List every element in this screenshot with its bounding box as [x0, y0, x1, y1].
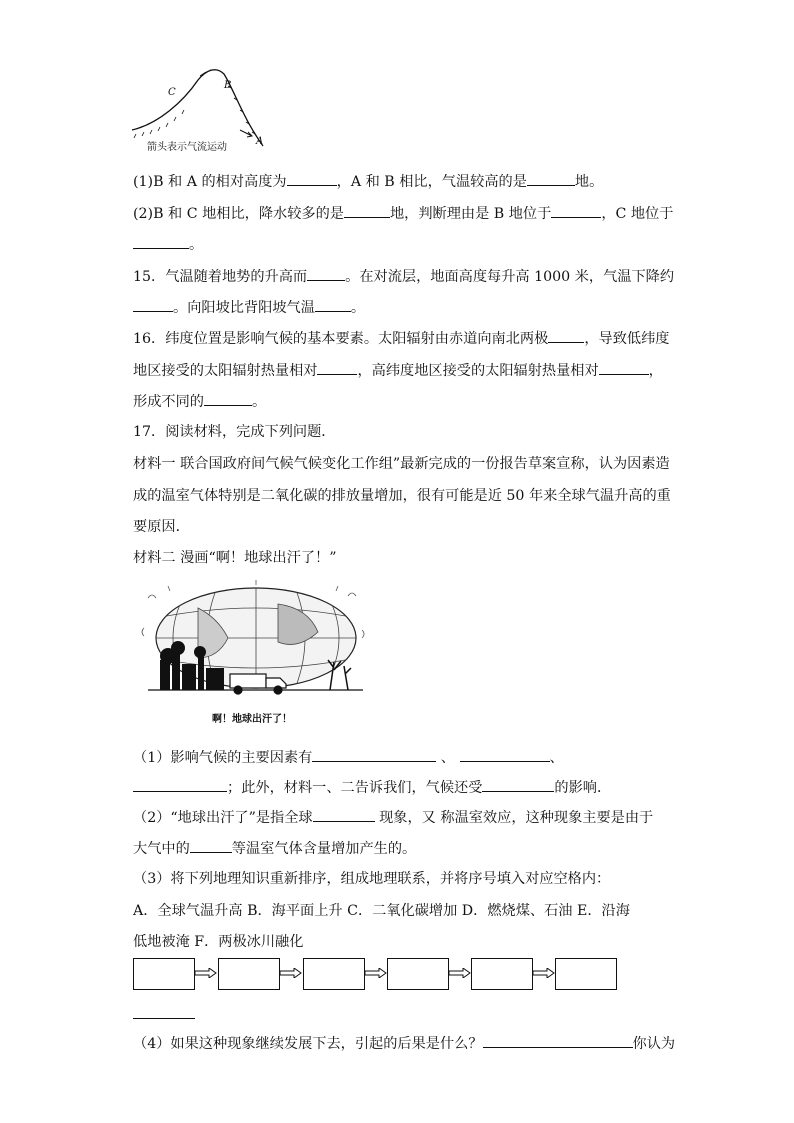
q16-line1: 16．纬度位置是影响气候的基本要素。太阳辐射由赤道向南北两极 ，导致低纬度 [133, 328, 669, 349]
label-c: C [168, 87, 176, 98]
answer-blank[interactable] [315, 297, 351, 312]
answer-blank[interactable] [133, 1004, 195, 1019]
material1-line2: 成的温室气体特别是二氧化碳的排放量增加，很有可能是近 50 年来全球气温升高的重 [133, 488, 671, 504]
answer-blank[interactable] [190, 838, 232, 853]
answer-blank[interactable] [133, 234, 189, 249]
answer-blank[interactable] [551, 203, 601, 218]
q16-line2: 地区接受的太阳辐射热量相对 ，高纬度地区接受的太阳辐射热量相对 ， [133, 360, 663, 381]
answer-blank[interactable] [287, 171, 337, 186]
q17-s1-line2: ；此外，材料一、二告诉我们，气候还受 的影响． [133, 777, 611, 798]
label-b: B [224, 80, 232, 91]
answer-blank[interactable] [204, 391, 252, 406]
answer-blank[interactable] [527, 171, 575, 186]
answer-blank[interactable] [133, 297, 173, 312]
answer-blank[interactable] [483, 1033, 633, 1048]
answer-blank[interactable] [548, 328, 584, 343]
material1-line1: 材料一 联合国政府间气候气候变化工作组”最新完成的一份报告草案宣称，认为因素造 [133, 456, 670, 472]
label-a: A [256, 136, 264, 147]
answer-blank[interactable] [307, 266, 345, 281]
sequence-box-6[interactable] [555, 958, 617, 990]
sequence-box-4[interactable] [387, 958, 449, 990]
figure1-caption: 箭头表示气流运动 [147, 142, 227, 153]
q17-s2-line2: 大气中的 等温室气体含量增加产生的。 [133, 838, 416, 859]
q17-options-line1: A．全球气温升高 B．海平面上升 C．二氧化碳增加 D．燃烧煤、石油 E．沿海 [133, 903, 630, 919]
q15-line1: 15．气温随着地势的升高而 。在对流层，地面高度每升高 1000 米，气温下降约 [133, 266, 674, 287]
sequence-box-5[interactable] [471, 958, 533, 990]
q17-s4: （4）如果这种现象继续发展下去，引起的后果是什么？ 你认为 [133, 1033, 675, 1054]
answer-blank[interactable] [133, 777, 227, 792]
answer-blank[interactable] [317, 360, 357, 375]
q17-title: 17．阅读材料，完成下列问题． [133, 424, 336, 440]
answer-blank[interactable] [482, 777, 554, 792]
hatch-marks [134, 86, 261, 142]
q14-part2-cont: 。 [133, 234, 203, 255]
answer-blank[interactable] [313, 807, 375, 822]
cartoon-caption: 啊！地球出汗了！ [212, 714, 292, 725]
answer-blank[interactable] [312, 747, 436, 762]
q17-s3: （3）将下列地理知识重新排序，组成地理联系，并将序号填入对应空格内： [133, 871, 611, 887]
arrow-right-icon [365, 968, 387, 978]
q14-part1: (1)B 和 A 的相对高度为 ，A 和 B 相比，气温较高的是 地。 [133, 171, 603, 192]
material2: 材料二 漫画“啊！地球出汗了！” [133, 550, 337, 566]
arrow-right-icon [280, 968, 302, 978]
earth-sweating-cartoon [138, 578, 370, 698]
answer-blank[interactable] [460, 747, 550, 762]
q16-line3: 形成不同的 。 [133, 391, 266, 412]
sequence-box-1[interactable] [133, 958, 195, 990]
q17-options-line2: 低地被淹 F．两极冰川融化 [133, 934, 304, 950]
arrow-right-icon [195, 968, 217, 978]
material1-line3: 要原因． [133, 519, 190, 535]
sequence-box-2[interactable] [218, 958, 280, 990]
q17-s2-line1: （2）“地球出汗了”是指全球 现象，又 称温室效应，这种现象主要是由于 [133, 807, 653, 828]
q14-part2: (2)B 和 C 地相比，降水较多的是 地，判断理由是 B 地位于 ，C 地位于 [133, 203, 673, 224]
mountain-slope [132, 70, 263, 146]
arrow-a [240, 130, 252, 137]
answer-blank[interactable] [599, 360, 649, 375]
q17-s1-line1: （1）影响气候的主要因素有 、 、 [133, 747, 564, 768]
answer-blank[interactable] [344, 203, 390, 218]
sequence-box-3[interactable] [303, 958, 365, 990]
arrow-right-icon [533, 968, 555, 978]
arrow-right-icon [449, 968, 471, 978]
q15-line2: 。向阳坡比背阳坡气温 。 [133, 297, 365, 318]
